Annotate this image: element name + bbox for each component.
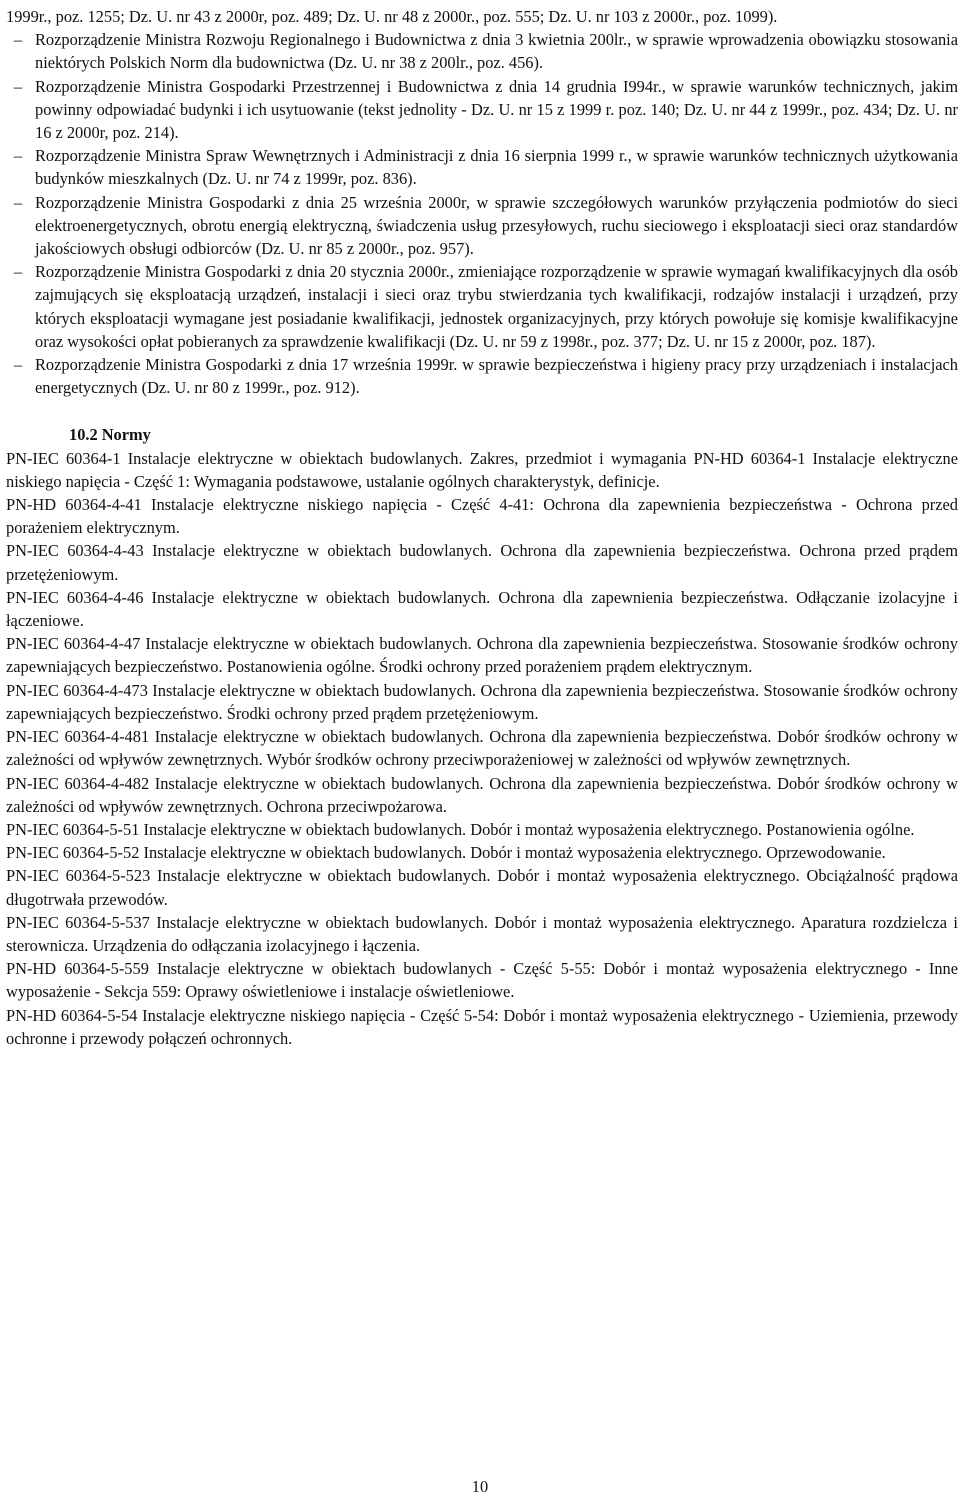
dash-bullet: –	[13, 76, 23, 96]
norm-item: PN-IEC 60364-5-523 Instalacje elektryczne w obiektach budowlanych. Dobór i montaż wyposażenia elektrycznego. Obciążalność prądowa długotrwała przewodów.	[6, 866, 958, 909]
regulation-item	[6, 353, 958, 399]
document-page	[6, 5, 958, 1050]
regulation-text: Rozporządzenie Ministra Spraw Wewnętrznych i Administracji z dnia 16 sierpnia 1999 r., w sprawie warunków technicznych użytkowania budynków mieszkalnych (Dz. U. nr 74 z 1999r, poz. 836).	[35, 146, 958, 189]
norm-item: PN-IEC 60364-4-46 Instalacje elektryczne w obiektach budowlanych. Ochrona dla zapewnienia bezpieczeństwa. Odłączanie izolacyjne i łączeniowe.	[6, 587, 958, 631]
norm-item: PN-IEC 60364-5-537 Instalacje elektryczne w obiektach budowlanych. Dobór i montaż wyposażenia elektrycznego. Aparatura rozdzielcza i sterownicza. Urządzenia do odłączania izolacyjnego i łączenia.	[6, 912, 958, 955]
regulation-text: Rozporządzenie Ministra Gospodarki z dnia 20 stycznia 2000r., zmieniające rozporządzenie w sprawie wymagań kwalifikacyjnych dla osób zajmujących się eksploatacją urządzeń, instalacji i sieci oraz trybu stwierdzania tych kwalifikacji, rodzajów instalacji i urządzeń, przy których eksploatacji wymagane jest posiadanie kwalifikacji, jednostek organizacyjnych, przy których powołuje się komisje kwalifikacyjne oraz wysokości opłat pobieranych za sprawdzenie kwalifikacji (Dz. U. nr 59 z 1998r., poz. 377; Dz. U. nr 15 z 2000r, poz. 187).	[35, 262, 958, 351]
norm-item: PN-IEC 60364-1 Instalacje elektryczne w obiektach budowlanych. Zakres, przedmiot i wymagania PN-HD 60364-1 Instalacje elektryczne niskiego napięcia - Część 1: Wymagania podstawowe, ustalanie ogólnych charakterystyk, definicje.	[6, 448, 958, 491]
norms-list	[6, 447, 958, 1050]
norm-item: PN-IEC 60364-4-481 Instalacje elektryczne w obiektach budowlanych. Ochrona dla zapewnienia bezpieczeństwa. Dobór środków ochrony w zależności od wpływów zewnętrznych. Wybór środków ochrony przeciwporażeniowej w zależności od wpływów zewnętrznych.	[6, 727, 958, 770]
dash-bullet: –	[13, 262, 23, 282]
norm-item: PN-IEC 60364-5-52 Instalacje elektryczne w obiektach budowlanych. Dobór i montaż wyposażenia elektrycznego. Oprzewodowanie.	[6, 843, 886, 863]
dash-bullet: –	[13, 146, 23, 166]
norm-item: PN-IEC 60364-5-51 Instalacje elektryczne w obiektach budowlanych. Dobór i montaż wyposażenia elektrycznego. Postanowienia ogólne.	[6, 819, 915, 839]
regulation-text: Rozporządzenie Ministra Gospodarki z dnia 17 września 1999r. w sprawie bezpieczeństwa i higieny pracy przy urządzeniach i instalacjach energetycznych (Dz. U. nr 80 z 1999r., poz. 912).	[35, 355, 958, 398]
norm-item: PN-HD 60364-5-54 Instalacje elektryczne niskiego napięcia - Część 5-54: Dobór i montaż wyposażenia elektrycznego - Uziemienia, przewody ochronne i przewody połączeń ochronnych.	[6, 1005, 958, 1048]
regulation-item	[6, 191, 958, 261]
regulation-item	[6, 260, 958, 353]
norm-item: PN-IEC 60364-4-47 Instalacje elektryczne w obiektach budowlanych. Ochrona dla zapewnienia bezpieczeństwa. Stosowanie środków ochrony zapewniających bezpieczeństwo. Postanowienia ogólne. Środki ochrony przed porażeniem prądem elektrycznym.	[6, 634, 958, 677]
regulation-item	[6, 28, 958, 74]
regulations-list	[6, 28, 958, 399]
dash-bullet: –	[13, 192, 23, 212]
norm-item: PN-HD 60364-4-41 Instalacje elektryczne niskiego napięcia - Część 4-41: Ochrona dla zapewnienia bezpieczeństwa - Ochrona przed porażeniem elektrycznym.	[6, 495, 958, 538]
dash-bullet: –	[13, 355, 23, 375]
norm-item: PN-IEC 60364-4-473 Instalacje elektryczne w obiektach budowlanych. Ochrona dla zapewnienia bezpieczeństwa. Stosowanie środków ochrony zapewniających bezpieczeństwo. Środki ochrony przed prądem przetężeniowym.	[6, 680, 958, 723]
norm-item: PN-IEC 60364-4-43 Instalacje elektryczne w obiektach budowlanych. Ochrona dla zapewnienia bezpieczeństwa. Ochrona przed prądem przetężeniowym.	[6, 541, 958, 584]
regulation-item	[6, 144, 958, 190]
section-number: 10.2	[69, 425, 98, 445]
norm-item: PN-HD 60364-5-559 Instalacje elektryczne w obiektach budowlanych - Część 5-55: Dobór i montaż wyposażenia elektrycznego - Inne wyposażenie - Sekcja 559: Oprawy oświetleniowe i instalacje oświetleniowe.	[6, 959, 958, 1002]
dash-bullet: –	[13, 30, 23, 50]
regulation-text: Rozporządzenie Ministra Gospodarki z dnia 25 września 2000r, w sprawie szczegółowych warunków przyłączenia podmiotów do sieci elektroenergetycznych, obrotu energią elektryczną, świadczenia usług przesyłowych, ruchu sieciowego i eksploatacji sieci oraz standardów jakościowych obsługi odbiorców (Dz. U. nr 85 z 2000r., poz. 957).	[35, 192, 958, 259]
intro-paragraph: 1999r., poz. 1255; Dz. U. nr 43 z 2000r, poz. 489; Dz. U. nr 48 z 2000r., poz. 555; Dz. U. nr 103 z 2000r., poz. 1099).	[6, 7, 778, 26]
page-number: 10	[471, 1477, 489, 1496]
regulation-item	[6, 75, 958, 145]
regulation-text: Rozporządzenie Ministra Gospodarki Przestrzennej i Budownictwa z dnia 14 grudnia I994r., w sprawie warunków technicznych, jakim powinny odpowiadać budynki i ich usytuowanie (tekst jednolity - Dz. U. nr 15 z 1999 r. poz. 140; Dz. U. nr 44 z 1999r., poz. 434; Dz. U. nr 16 z 2000r, poz. 214).	[35, 76, 958, 143]
section-heading	[6, 423, 958, 446]
regulation-text: Rozporządzenie Ministra Rozwoju Regionalnego i Budownictwa z dnia 3 kwietnia 200lr., w sprawie wprowadzenia obowiązku stosowania niektórych Polskich Norm dla budownictwa (Dz. U. nr 38 z 200lr., poz. 456).	[35, 30, 958, 73]
norm-item: PN-IEC 60364-4-482 Instalacje elektryczne w obiektach budowlanych. Ochrona dla zapewnienia bezpieczeństwa. Dobór środków ochrony w zależności od wpływów zewnętrznych. Ochrona przeciwpożarowa.	[6, 773, 958, 816]
section-title: Normy	[101, 425, 151, 445]
